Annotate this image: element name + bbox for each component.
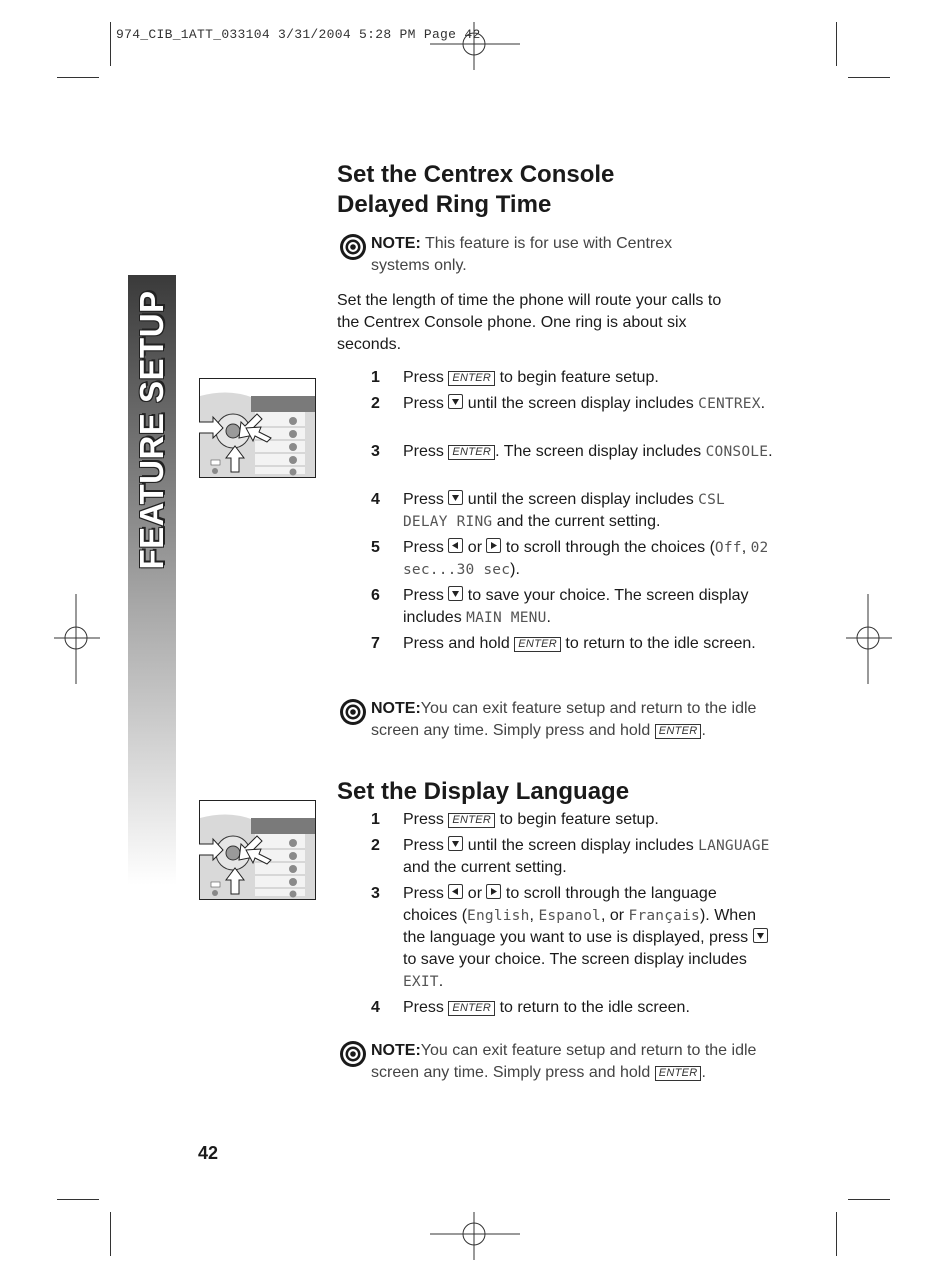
step-text: Press to save your choice. The screen display includes MAIN MENU. xyxy=(403,587,749,626)
note-label: NOTE: xyxy=(371,235,421,252)
enter-key-icon: ENTER xyxy=(448,1001,495,1016)
down-arrow-key-icon xyxy=(448,490,463,505)
down-arrow-key-icon xyxy=(448,836,463,851)
enter-key-icon: ENTER xyxy=(655,1066,702,1081)
note-text: This feature is for use with Centrex systems only. xyxy=(371,235,673,274)
step-number: 6 xyxy=(371,587,380,604)
step-number: 5 xyxy=(371,539,380,556)
note-text: You can exit feature setup and return to the idle screen any time. Simply press and hold xyxy=(371,1042,757,1081)
step-text: Press until the screen display includes CSL DELAY RING and the current setting. xyxy=(403,491,725,530)
intro-paragraph: Set the length of time the phone will route your calls to the Centrex Console phone. One ring is about six seconds. xyxy=(337,292,722,353)
lcd-text: Espanol xyxy=(538,908,601,924)
section-title-display-language: Set the Display Language xyxy=(337,778,630,805)
title-line-1: Set the Centrex Console xyxy=(337,161,615,188)
lcd-text: English xyxy=(467,908,530,924)
lcd-text: EXIT xyxy=(403,974,439,990)
note-target-icon xyxy=(339,233,367,261)
note-text: You can exit feature setup and return to the idle screen any time. Simply press and hold xyxy=(371,700,757,739)
steps-list-centrex xyxy=(371,367,791,687)
step-text: Press ENTER . The screen display includes CONSOLE. xyxy=(403,443,773,460)
step-number: 4 xyxy=(371,491,380,508)
step-number: 2 xyxy=(371,837,380,854)
title-line-2: Delayed Ring Time xyxy=(337,191,552,218)
right-arrow-key-icon xyxy=(486,884,501,899)
enter-key-icon: ENTER xyxy=(448,445,495,460)
lcd-text: MAIN MENU xyxy=(466,610,547,626)
right-arrow-key-icon xyxy=(486,538,501,553)
step-number: 1 xyxy=(371,811,380,828)
left-arrow-key-icon xyxy=(448,884,463,899)
registration-mark-bottom xyxy=(430,1212,520,1262)
step-text: Press until the screen display includes LANGUAGE and the current setting. xyxy=(403,837,770,876)
down-arrow-key-icon xyxy=(448,394,463,409)
step-text: Press until the screen display includes CENTREX. xyxy=(403,395,766,412)
registration-mark-left xyxy=(54,594,100,684)
step-text: Press or to scroll through the choices (Off, 02 sec...30 sec). xyxy=(403,539,769,578)
step-text: Press or to scroll through the language choices (English, Espanol, or Français). When the language you want to use is displayed, press to save your choice. The screen display includes EXIT. xyxy=(403,883,773,993)
registration-mark-top xyxy=(430,22,520,72)
sidebar-section-tab xyxy=(128,275,176,885)
note-target-icon xyxy=(339,698,367,726)
step-number: 1 xyxy=(371,369,380,386)
enter-key-icon: ENTER xyxy=(514,637,561,652)
step-number: 4 xyxy=(371,999,380,1016)
lcd-text: Off xyxy=(714,540,742,556)
lcd-text: CSL DELAY RING xyxy=(403,492,725,530)
registration-mark-right xyxy=(846,594,892,684)
steps-list-language xyxy=(371,809,791,1029)
section-title-centrex-delay xyxy=(337,160,614,220)
step-text: Press ENTER to begin feature setup. xyxy=(403,369,659,386)
phone-keypad-illustration xyxy=(199,378,316,478)
down-arrow-key-icon xyxy=(753,928,768,943)
lcd-text: 02 sec...30 sec xyxy=(403,540,769,578)
enter-key-icon: ENTER xyxy=(448,813,495,828)
lcd-text: CONSOLE xyxy=(705,444,769,460)
note-target-icon xyxy=(339,1040,367,1068)
left-arrow-key-icon xyxy=(448,538,463,553)
step-number: 2 xyxy=(371,395,380,412)
enter-key-icon: ENTER xyxy=(655,724,702,739)
step-number: 7 xyxy=(371,635,380,652)
print-slug: 974_CIB_1ATT_033104 3/31/2004 5:28 PM Page 42 xyxy=(116,27,481,42)
step-text: Press ENTER to begin feature setup. xyxy=(403,811,659,828)
lcd-text: LANGUAGE xyxy=(698,838,770,854)
down-arrow-key-icon xyxy=(448,586,463,601)
sidebar-label: FEATURE SETUP xyxy=(133,290,170,570)
step-number: 3 xyxy=(371,885,380,902)
step-text: Press ENTER to return to the idle screen. xyxy=(403,999,690,1016)
step-text: Press and hold ENTER to return to the idle screen. xyxy=(403,635,756,652)
phone-keypad-illustration xyxy=(199,800,316,900)
note-label: NOTE: xyxy=(371,700,421,717)
note-label: NOTE: xyxy=(371,1042,421,1059)
lcd-text: CENTREX xyxy=(698,396,761,412)
step-number: 3 xyxy=(371,443,380,460)
lcd-text: Français xyxy=(628,908,700,924)
enter-key-icon: ENTER xyxy=(448,371,495,386)
page-number: 42 xyxy=(198,1143,219,1163)
